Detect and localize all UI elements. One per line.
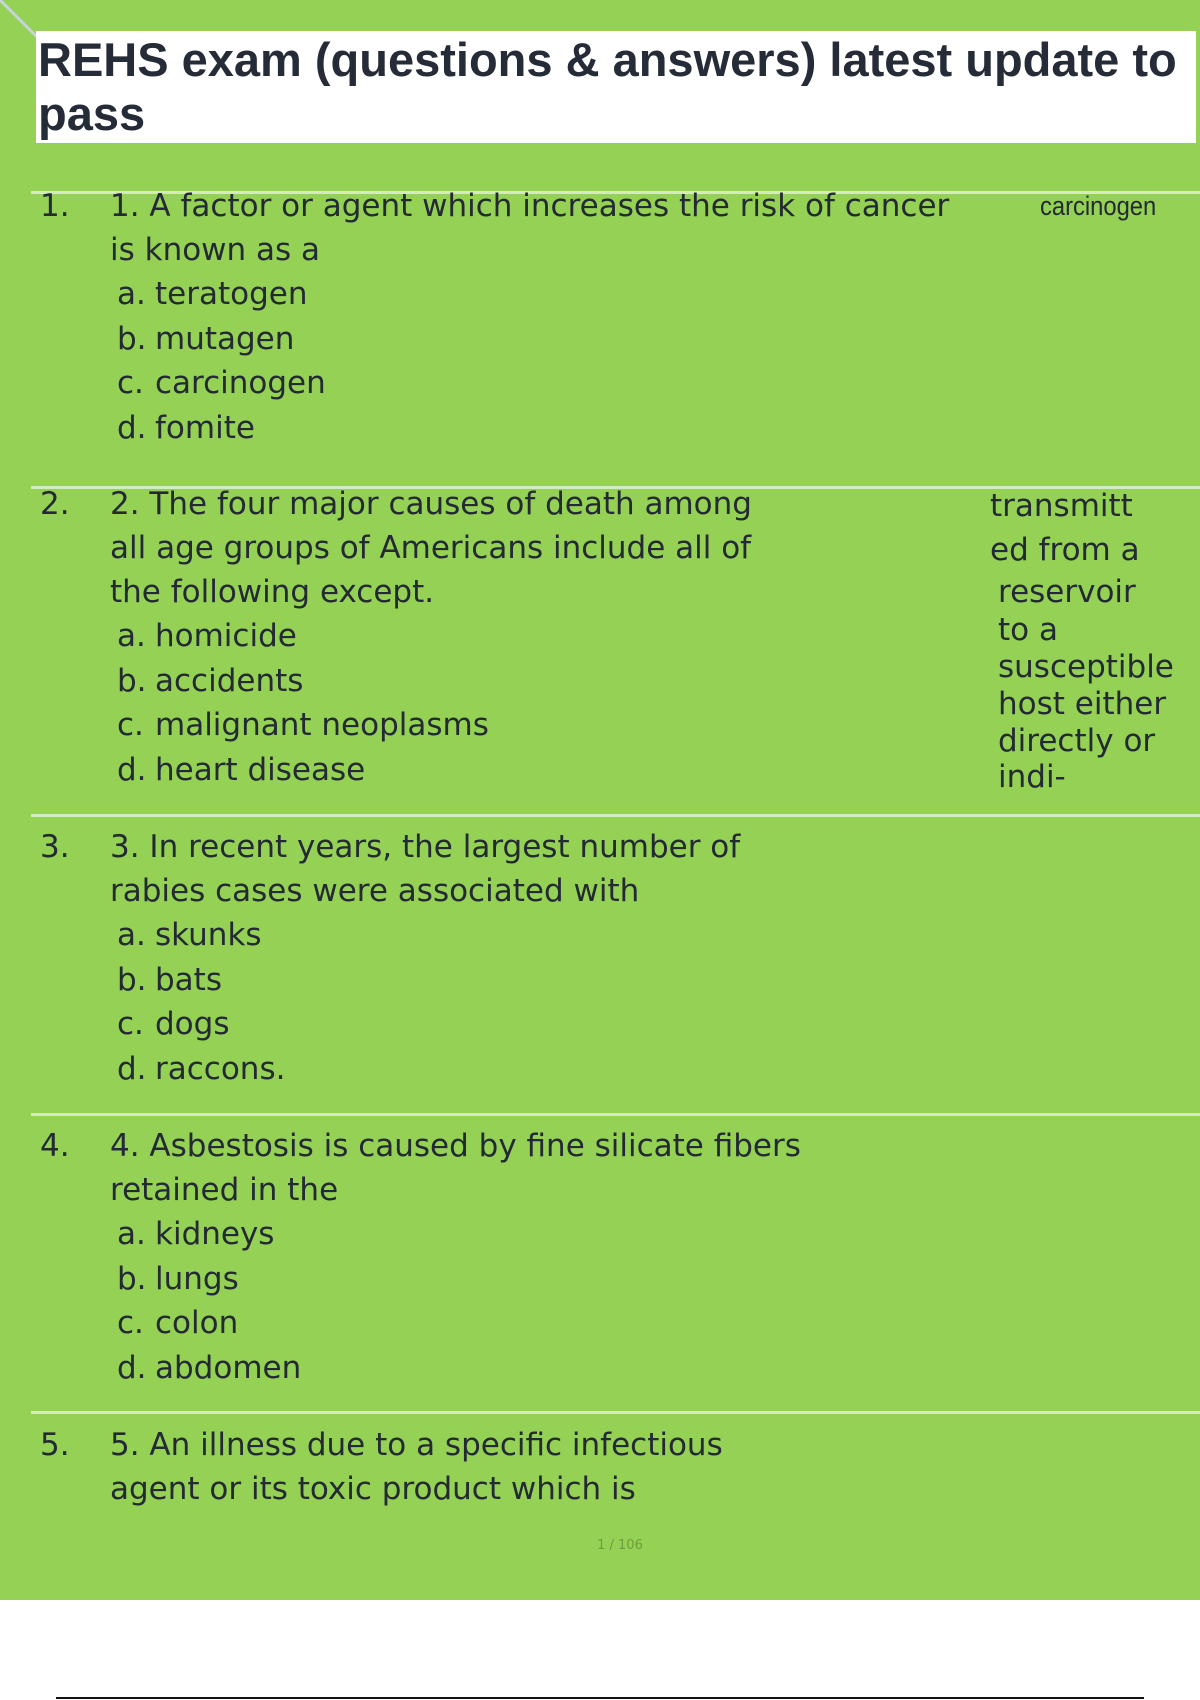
answer-options [117,913,285,1091]
answer-line: ed from a [990,532,1140,568]
option-letter: a. [117,276,146,312]
option-d [117,1346,301,1391]
option-text: kidneys [155,1216,275,1252]
question-text [110,1124,801,1212]
question-text-line: all age groups of Americans include all of [110,530,752,566]
option-d [117,748,489,793]
option-letter: d. [117,1349,147,1386]
question-divider [31,1113,1200,1116]
answer-line: to a [998,612,1058,648]
option-letter: d. [117,1050,147,1087]
question-text-line: 2. The four major causes of death among [110,486,752,522]
question-text-line: is known as a [110,232,321,268]
option-text: abdomen [155,1349,302,1386]
option-c [117,361,326,406]
option-letter: b. [117,662,147,699]
question-text-line: agent or its toxic product which is [110,1471,636,1507]
answer-line: susceptible [998,649,1174,685]
question-text-line: 1. A factor or agent which increases the risk of cancer [110,188,950,224]
option-letter: b. [117,320,147,357]
option-text: lungs [155,1260,239,1297]
option-letter: d. [117,751,147,788]
question-number: 1. [40,188,70,224]
question-number: 5. [40,1427,70,1463]
option-letter: c. [117,1006,144,1042]
option-letter: b. [117,1260,147,1297]
answer-options [117,272,326,450]
option-c [117,1002,285,1047]
question-text-line: 5. An illness due to a specific infectious [110,1427,723,1463]
option-text: malignant neoplasms [155,707,489,743]
option-letter: a. [117,618,146,654]
option-d [117,1047,285,1092]
answer-text: carcinogen [1040,191,1157,221]
question-divider [31,814,1200,817]
option-d [117,406,326,451]
answer-line: directly or [998,723,1156,759]
title-banner [36,31,1196,143]
option-letter: b. [117,961,147,998]
document-title: REHS exam (questions & answers) latest update to pass [38,33,1177,140]
question-text [110,1423,723,1511]
option-letter: d. [117,409,147,446]
footer-divider [56,1697,1144,1699]
option-text: colon [155,1305,239,1341]
option-letter: a. [117,1216,146,1252]
question-text-line: the following except. [110,574,435,610]
question-text-line: retained in the [110,1172,339,1208]
answer-options [117,1212,301,1390]
question-text [110,825,740,913]
option-b [117,1257,301,1302]
option-text: mutagen [155,320,295,357]
question-divider [31,1411,1200,1414]
option-c [117,703,489,748]
answer-line: reservoir [998,574,1136,610]
option-b [117,317,326,362]
option-text: skunks [155,917,262,953]
answer-text [990,484,1195,794]
option-letter: c. [117,1305,144,1341]
option-letter: c. [117,707,144,743]
answer-line: host either [998,686,1167,722]
option-text: accidents [155,662,304,699]
question-number: 2. [40,486,70,522]
page-indicator: 1 / 106 [597,1538,643,1553]
option-text: raccons. [155,1050,286,1087]
question-number: 3. [40,829,70,865]
option-a [117,272,326,317]
option-b [117,659,489,704]
question-text-line: 3. In recent years, the largest number of [110,829,741,865]
option-text: homicide [155,618,297,654]
option-letter: a. [117,917,146,953]
question-text-line: rabies cases were associated with [110,873,640,909]
answer-line: transmitt [990,488,1133,524]
option-a [117,614,489,659]
answer-line: indi- [998,759,1066,795]
answer-options [117,614,489,792]
option-letter: c. [117,365,144,401]
option-text: teratogen [155,276,308,312]
question-text-line: 4. Asbestosis is caused by fine silicate fibers [110,1128,801,1164]
option-text: heart disease [155,751,366,788]
option-a [117,913,285,958]
option-c [117,1301,301,1346]
option-text: bats [155,961,222,998]
option-a [117,1212,301,1257]
question-text [110,184,949,272]
question-number: 4. [40,1128,70,1164]
question-text [110,482,752,614]
option-text: dogs [155,1006,230,1042]
option-text: carcinogen [155,365,326,401]
option-b [117,958,285,1003]
option-text: fomite [155,409,255,446]
